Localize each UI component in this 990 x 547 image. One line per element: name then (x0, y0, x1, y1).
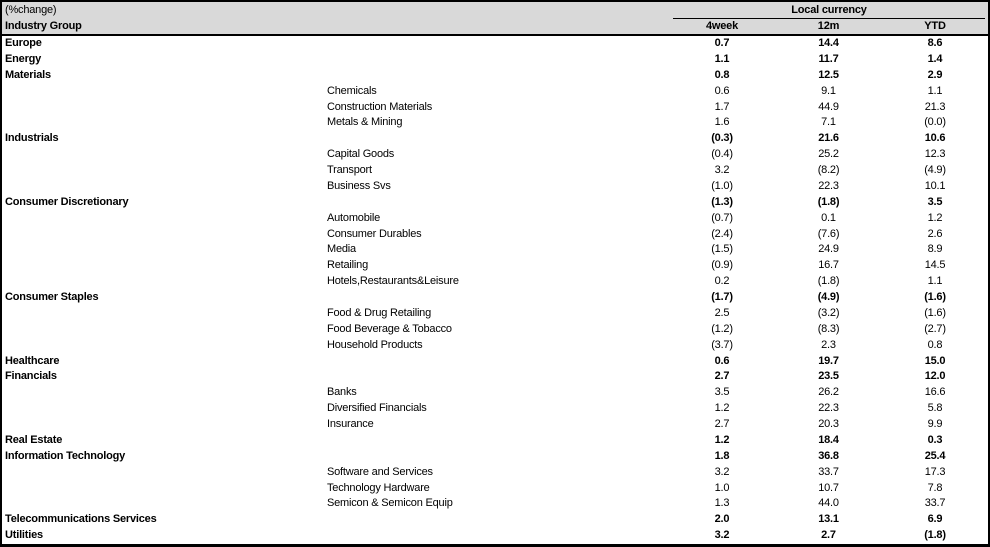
cell-4week: (0.3) (711, 132, 733, 145)
cell-ytd: 6.9 (927, 513, 943, 526)
table-row (2, 195, 988, 211)
sub-industry-label: Business Svs (327, 179, 391, 192)
cell-12m: 0.1 (821, 211, 836, 224)
cell-12m: 11.7 (818, 52, 839, 65)
table-row (2, 163, 988, 179)
industry-group-label: Information Technology (5, 449, 126, 462)
cell-ytd: 1.4 (927, 52, 943, 65)
cell-ytd: 25.4 (924, 449, 946, 462)
column-header-12m: 12m (817, 20, 840, 32)
industry-group-label: Financials (5, 370, 57, 383)
table-row (2, 512, 988, 528)
cell-12m: 33.7 (818, 465, 839, 478)
table-row (2, 147, 988, 163)
sub-industry-label: Metals & Mining (327, 116, 403, 129)
cell-4week: 1.2 (714, 402, 730, 415)
cell-12m: 44.9 (818, 100, 839, 113)
cell-4week: 0.7 (714, 37, 730, 49)
table-row (2, 496, 988, 512)
industry-group-label: Energy (5, 52, 42, 65)
cell-ytd: 5.8 (927, 402, 943, 415)
industry-group-label (2, 163, 325, 179)
cell-12m: 36.8 (818, 449, 839, 462)
cell-4week: 3.2 (714, 164, 730, 176)
table-row (2, 417, 988, 433)
sub-industry-label: Media (327, 243, 356, 256)
cell-4week: (1.3) (711, 195, 733, 208)
sub-industry-label: Retailing (327, 259, 369, 272)
table-row (2, 385, 988, 401)
cell-ytd: 0.8 (927, 338, 943, 351)
cell-ytd: (1.6) (924, 291, 946, 303)
table-row (2, 528, 988, 544)
industry-group-label (2, 496, 325, 512)
table-row (2, 68, 988, 84)
cell-4week: (1.7) (711, 291, 733, 303)
industry-group-label (2, 115, 325, 131)
cell-4week: 0.2 (714, 275, 730, 288)
cell-12m: 14.4 (818, 37, 839, 49)
table-row (2, 290, 988, 306)
industry-group-label (2, 322, 325, 338)
cell-4week: (1.5) (711, 243, 733, 256)
cell-ytd: (4.9) (924, 164, 946, 176)
sub-industry-label (325, 354, 669, 370)
cell-ytd: 33.7 (924, 497, 946, 510)
cell-12m: (8.2) (817, 164, 840, 176)
table-row (2, 481, 988, 497)
cell-12m: 2.7 (821, 529, 836, 542)
industry-group-label (2, 100, 325, 116)
cell-ytd: 12.3 (924, 148, 946, 161)
cell-12m: 22.3 (818, 179, 839, 192)
sub-industry-label: Semicon & Semicon Equip (327, 497, 453, 510)
sub-industry-label: Transport (327, 164, 372, 176)
table-row (2, 338, 988, 354)
cell-4week: (2.4) (711, 227, 733, 240)
sub-industry-label (325, 290, 669, 306)
cell-ytd: 8.6 (927, 37, 943, 49)
unit-label: (%change) (5, 4, 57, 16)
sub-industry-label (325, 52, 669, 68)
industry-group-label: Materials (5, 68, 51, 81)
sub-industry-label: Automobile (327, 211, 381, 224)
sub-industry-label: Banks (327, 386, 357, 399)
sub-industry-label (325, 195, 669, 211)
cell-4week: 2.7 (714, 370, 730, 383)
cell-4week: (3.7) (711, 338, 733, 351)
industry-group-label: Consumer Discretionary (5, 195, 129, 208)
cell-12m: 13.1 (818, 513, 839, 526)
column-header-ytd: YTD (924, 20, 946, 32)
cell-4week: 2.0 (714, 513, 730, 526)
cell-ytd: 1.1 (927, 84, 943, 97)
cell-ytd: 14.5 (924, 259, 946, 272)
cell-4week: 3.2 (714, 465, 730, 478)
cell-ytd: 3.5 (927, 195, 943, 208)
sub-industry-label: Insurance (327, 418, 374, 430)
table-row (2, 211, 988, 227)
cell-4week: (1.0) (711, 179, 733, 192)
industry-group-label (2, 385, 325, 401)
sub-industry-label (325, 131, 669, 147)
table-row (2, 369, 988, 385)
table-row (2, 115, 988, 131)
table-row (2, 84, 988, 100)
cell-ytd: 21.3 (924, 100, 946, 113)
industry-group-label (2, 306, 325, 322)
table-row (2, 179, 988, 195)
cell-4week: (0.9) (711, 259, 733, 272)
sub-industry-label (325, 68, 669, 84)
cell-4week: 1.0 (714, 481, 730, 494)
cell-12m: 21.6 (818, 132, 839, 145)
cell-12m: 44.0 (818, 497, 839, 510)
cell-4week: 3.5 (714, 386, 730, 399)
cell-4week: (0.7) (711, 211, 733, 224)
sub-industry-label: Household Products (327, 338, 423, 351)
sub-industry-label (325, 512, 669, 528)
cell-12m: (4.9) (817, 291, 840, 303)
cell-12m: 7.1 (821, 116, 836, 129)
cell-12m: 26.2 (818, 386, 839, 399)
table-row (2, 227, 988, 243)
cell-4week: 0.6 (714, 84, 730, 97)
cell-12m: 16.7 (818, 259, 839, 272)
cell-12m: (1.8) (817, 195, 840, 208)
industry-group-label (2, 147, 325, 163)
industry-group-label (2, 84, 325, 100)
cell-12m: (3.2) (817, 306, 840, 319)
industry-group-label: Europe (5, 37, 42, 49)
cell-4week: 1.2 (714, 433, 730, 446)
industry-group-label: Consumer Staples (5, 291, 99, 303)
header-row-top (2, 2, 988, 18)
table-row (2, 306, 988, 322)
industry-group-label: Real Estate (5, 433, 63, 446)
cell-12m: 20.3 (818, 418, 839, 430)
cell-4week: 2.5 (714, 306, 730, 319)
cell-ytd: 7.8 (927, 481, 943, 494)
cell-ytd: 10.6 (924, 132, 946, 145)
cell-12m: 25.2 (818, 148, 839, 161)
cell-4week: 0.8 (714, 68, 730, 81)
sub-industry-label (325, 433, 669, 449)
cell-12m: 12.5 (818, 68, 839, 81)
table-body (2, 36, 988, 544)
cell-ytd: (1.8) (924, 529, 946, 542)
sub-industry-label (325, 449, 669, 465)
row-dimension-header: Industry Group (5, 20, 82, 32)
table-row (2, 258, 988, 274)
table-row (2, 100, 988, 116)
cell-4week: 1.1 (714, 52, 730, 65)
cell-ytd: 8.9 (927, 243, 943, 256)
cell-ytd: 9.9 (927, 418, 943, 430)
cell-ytd: 10.1 (924, 179, 946, 192)
industry-group-label (2, 274, 325, 290)
table-row (2, 401, 988, 417)
cell-12m: (8.3) (817, 322, 840, 335)
sub-industry-label: Food & Drug Retailing (327, 306, 432, 319)
industry-group-label (2, 242, 325, 258)
table-row (2, 52, 988, 68)
industry-group-label (2, 401, 325, 417)
sub-industry-label: Food Beverage & Tobacco (327, 322, 452, 335)
cell-ytd: 1.1 (927, 275, 943, 288)
sub-industry-label: Construction Materials (327, 100, 433, 113)
cell-4week: 3.2 (714, 529, 730, 542)
cell-ytd: 1.2 (927, 211, 943, 224)
cell-ytd: (0.0) (924, 116, 946, 129)
cell-12m: (1.8) (817, 275, 840, 288)
cell-ytd: (1.6) (924, 306, 946, 319)
table-row (2, 354, 988, 370)
industry-group-label (2, 465, 325, 481)
industry-group-label: Utilities (5, 529, 43, 542)
industry-group-label (2, 258, 325, 274)
cell-4week: (1.2) (711, 322, 733, 335)
cell-4week: 2.7 (714, 418, 730, 430)
cell-12m: 22.3 (818, 402, 839, 415)
industry-group-label: Healthcare (5, 354, 60, 367)
cell-12m: 23.5 (818, 370, 839, 383)
sub-industry-label: Diversified Financials (327, 402, 427, 415)
sub-industry-label: Capital Goods (327, 148, 395, 161)
table-row (2, 465, 988, 481)
cell-12m: 24.9 (818, 243, 839, 256)
cell-12m: 2.3 (821, 338, 836, 351)
cell-ytd: 0.3 (927, 433, 943, 446)
industry-group-label (2, 417, 325, 433)
cell-12m: (7.6) (817, 227, 840, 240)
table-row (2, 449, 988, 465)
sub-industry-label: Hotels,Restaurants&Leisure (327, 275, 459, 288)
column-header-4week: 4week (705, 20, 739, 32)
industry-group-label (2, 338, 325, 354)
industry-group-label (2, 179, 325, 195)
industry-group-label (2, 227, 325, 243)
cell-4week: (0.4) (711, 148, 733, 161)
industry-group-label (2, 211, 325, 227)
sub-industry-label (325, 369, 669, 385)
sub-industry-label: Chemicals (327, 84, 377, 97)
cell-ytd: 17.3 (924, 465, 946, 478)
cell-4week: 1.3 (714, 497, 730, 510)
cell-4week: 1.8 (714, 449, 730, 462)
table-row (2, 322, 988, 338)
cell-12m: 10.7 (818, 481, 839, 494)
table-row (2, 36, 988, 52)
industry-group-label: Telecommunications Services (5, 513, 157, 526)
cell-12m: 19.7 (818, 354, 839, 367)
cell-ytd: (2.7) (924, 322, 946, 335)
sub-industry-label: Technology Hardware (327, 481, 430, 494)
cell-12m: 18.4 (818, 433, 839, 446)
table-row (2, 274, 988, 290)
cell-12m: 9.1 (821, 84, 836, 97)
cell-4week: 0.6 (714, 354, 730, 367)
cell-ytd: 2.6 (927, 227, 943, 240)
sub-industry-label (325, 36, 669, 52)
sub-industry-label (325, 528, 669, 544)
cell-4week: 1.6 (714, 116, 730, 129)
cell-ytd: 16.6 (924, 386, 946, 399)
sub-industry-label: Consumer Durables (327, 227, 422, 240)
cell-ytd: 12.0 (924, 370, 946, 383)
industry-group-label: Industrials (5, 132, 59, 145)
table-row (2, 131, 988, 147)
table-row (2, 242, 988, 258)
cell-ytd: 15.0 (924, 354, 946, 367)
header-row-columns (2, 18, 988, 34)
sub-industry-label: Software and Services (327, 465, 433, 478)
column-group-header: Local currency (673, 2, 985, 19)
table-header (2, 2, 988, 36)
cell-ytd: 2.9 (927, 68, 943, 81)
cell-4week: 1.7 (714, 100, 730, 113)
table-row (2, 433, 988, 449)
industry-group-label (2, 481, 325, 497)
